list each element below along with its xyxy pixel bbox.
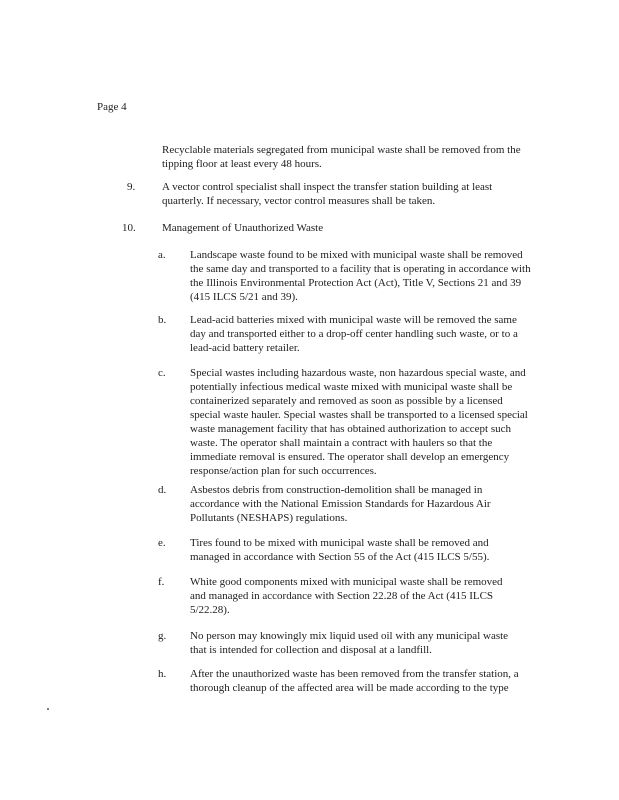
subitem-d-text: Asbestos debris from construction-demolition shall be managed in accordance with the National Emission Standards for Hazardous Air Pollutants (NESHAPS) regulations. — [190, 484, 491, 524]
subitem-a-text: Landscape waste found to be mixed with municipal waste shall be removed the same day and transported to a facility that is operating in accordance with the Illinois Environmental Protection Act (Act), Title V, Sections 21 and 39 (415 ILCS 5/21 and 39). — [190, 249, 531, 303]
recyclable-paragraph: Recyclable materials segregated from municipal waste shall be removed from the tipping floor at least every 48 hours. — [162, 144, 521, 170]
item-9-text: A vector control specialist shall inspect the transfer station building at least quarterly. If necessary, vector control measures shall be taken. — [162, 181, 493, 207]
item-10-heading: Management of Unauthorized Waste — [162, 222, 324, 234]
subitem-b-label: b. — [158, 314, 167, 326]
page-number: Page 4 — [97, 101, 127, 113]
subitem-b-text: Lead-acid batteries mixed with municipal waste will be removed the same day and transported either to a drop-off center handling such waste, or to a lead-acid battery retailer. — [190, 314, 518, 354]
subitem-f-text: White good components mixed with municipal waste shall be removed and managed in accordance with Section 22.28 of the Act (415 ILCS 5/22.28). — [190, 576, 503, 616]
item-9-number: 9. — [127, 181, 136, 193]
subitem-e-label: e. — [158, 537, 166, 549]
subitem-f-label: f. — [158, 576, 165, 588]
scan-speck — [47, 708, 49, 710]
subitem-g-label: g. — [158, 630, 167, 642]
item-10-number: 10. — [122, 222, 136, 234]
subitem-c-text: Special wastes including hazardous waste, non hazardous special waste, and potentially infectious medical waste mixed with municipal waste shall be containerized separately and removed as soon as possible by a licensed special waste hauler. Special wastes shall be transported to a licensed special waste management facility that has obtained authorization to accept such waste. The operator shall maintain a contract with haulers so that the immediate removal is ensured. The operator shall develop an emergency response/action plan for such occurrences. — [190, 367, 528, 477]
subitem-a-label: a. — [158, 249, 166, 261]
subitem-g-text: No person may knowingly mix liquid used oil with any municipal waste that is intended for collection and disposal at a landfill. — [190, 630, 509, 656]
subitem-c-label: c. — [158, 367, 166, 379]
subitem-e-text: Tires found to be mixed with municipal waste shall be removed and managed in accordance with Section 55 of the Act (415 ILCS 5/55). — [190, 537, 490, 563]
subitem-d-label: d. — [158, 484, 167, 496]
subitem-h-label: h. — [158, 668, 167, 680]
subitem-h-text: After the unauthorized waste has been removed from the transfer station, a thorough cleanup of the affected area will be made according to the type — [190, 668, 519, 694]
